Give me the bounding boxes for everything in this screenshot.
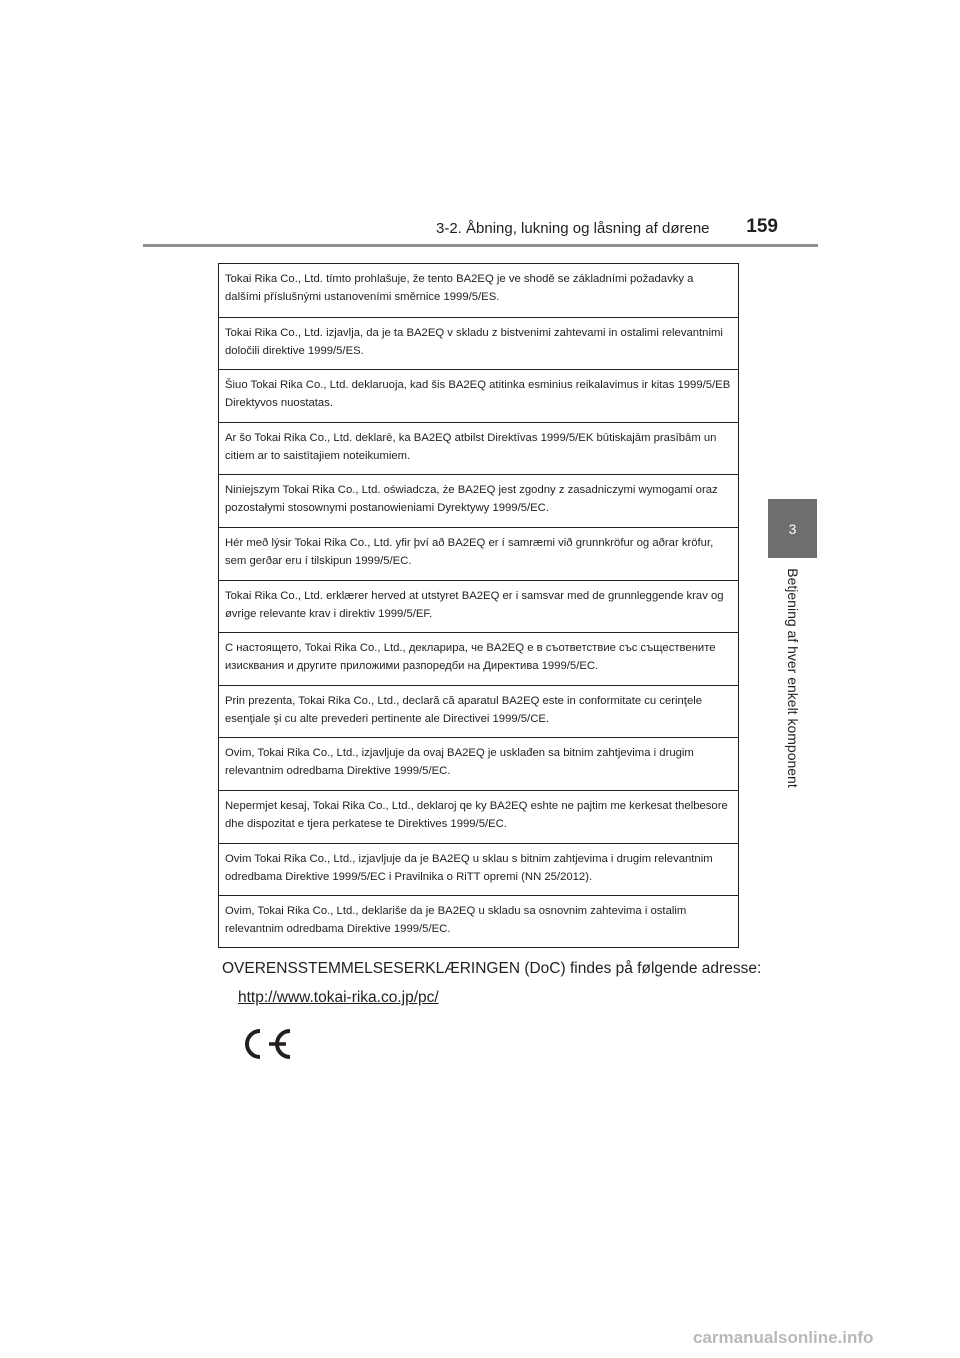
declaration-row: Šiuo Tokai Rika Co., Ltd. deklaruoja, kad šis BA2EQ atitinka esminius reikalavimus ir kitas 1999/5/EB Direktyvos nuostatas. (219, 369, 738, 422)
declaration-row: Ovim, Tokai Rika Co., Ltd., deklariše da je BA2EQ u skladu sa osnovnim zahtevima i ostalim relevantnim odredbama Direktive 1999/5/EC. (219, 895, 738, 948)
declaration-row: Tokai Rika Co., Ltd. erklærer herved at utstyret BA2EQ er i samsvar med de grunnleggende krav og øvrige relevante krav i direktiv 1999/5/EF. (219, 580, 738, 633)
watermark: carmanualsonline.info (693, 1328, 874, 1347)
doc-url-link[interactable]: http://www.tokai-rika.co.jp/pc/ (238, 989, 439, 1006)
declaration-row: С настоящето, Tokai Rika Co., Ltd., декларира, че BA2EQ е в съответствие със съществените изисквания и другите приложими разпоредби на Директива 1999/5/EC. (219, 632, 738, 685)
declaration-row: Ar šo Tokai Rika Co., Ltd. deklarē, ka BA2EQ atbilst Direktīvas 1999/5/EK būtiskajām prasībām un citiem ar to saistītajiem noteikumiem. (219, 422, 738, 475)
header-rule (143, 244, 818, 247)
declaration-row: Nepermjet kesaj, Tokai Rika Co., Ltd., deklaroj qe ky BA2EQ eshte ne pajtim me kerkesat thelbesore dhe dispozitat e tjera perkatese te Direktives 1999/5/EC. (219, 790, 738, 843)
declaration-row: Ovim, Tokai Rika Co., Ltd., izjavljuje da ovaj BA2EQ je usklađen sa bitnim zahtjevima i drugim relevantnim odredbama Direktive 1999/5/EC. (219, 737, 738, 790)
chapter-side-label: Betjening af hver enkelt komponent (785, 568, 801, 788)
ce-mark-icon (238, 1026, 294, 1062)
declaration-row: Prin prezenta, Tokai Rika Co., Ltd., declară că aparatul BA2EQ este in conformitate cu cerinţele esenţiale şi cu alte prevederi pertinente ale Directivei 1999/5/CE. (219, 685, 738, 738)
declaration-row: Hér með lýsir Tokai Rika Co., Ltd. yfir því að BA2EQ er í samræmi við grunnkröfur og aðrar kröfur, sem gerðar eru í tilskipun 1999/5/EC. (219, 527, 738, 580)
chapter-number: 3 (788, 520, 797, 537)
page-number: 159 (746, 216, 778, 237)
doc-statement: OVERENSSTEMMELSESERKLÆRINGEN (DoC) findes på følgende adresse: (222, 960, 762, 977)
declaration-row: Tokai Rika Co., Ltd. izjavlja, da je ta BA2EQ v skladu z bistvenimi zahtevami in ostalimi relevantnimi določili direktive 1999/5/ES. (219, 317, 738, 370)
declaration-row: Ovim Tokai Rika Co., Ltd., izjavljuje da je BA2EQ u sklau s bitnim zahtjevima i drugim relevantnim odredbama Direktive 1999/5/EC i Pravilnika o RiTT opremi (NN 25/2012). (219, 843, 738, 896)
section-title: 3-2. Åbning, lukning og låsning af dørene (436, 220, 710, 237)
declaration-row: Niniejszym Tokai Rika Co., Ltd. oświadcza, że BA2EQ jest zgodny z zasadniczymi wymogami oraz pozostałymi stosownymi postanowieniami Dyrektywy 1999/5/EC. (219, 474, 738, 527)
declarations-table (218, 263, 739, 948)
chapter-tab[interactable] (768, 499, 817, 558)
declaration-row: Tokai Rika Co., Ltd. tímto prohlašuje, že tento BA2EQ je ve shodě se základními požadavky a dalšími příslušnými ustanoveními směrnice 1999/5/ES. (225, 273, 694, 303)
